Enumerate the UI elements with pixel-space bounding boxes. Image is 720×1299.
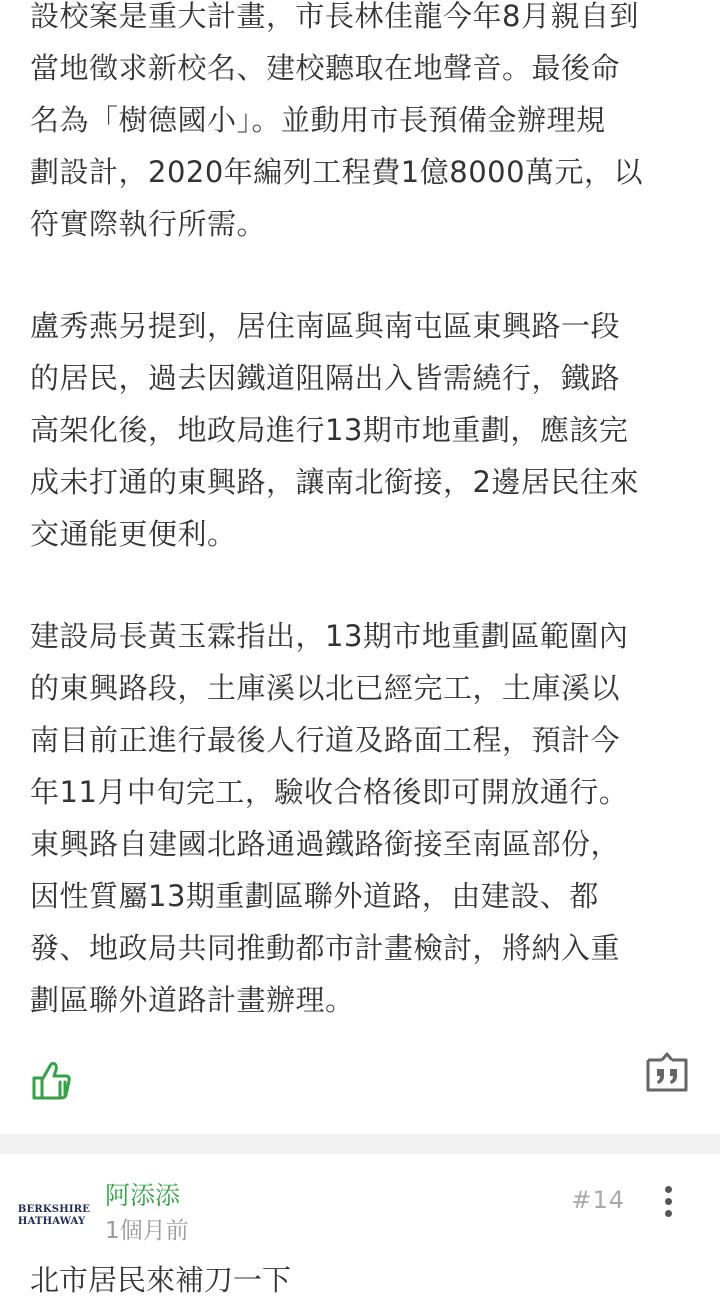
post-paragraph-1: 設校案是重大計畫，市長林佳龍今年8月親自到 當地徵求新校名、建校聽取在地聲音。最後命 名為「樹德國小」。並動用市長預備金辦理規 劃設計，2020年編列工程費1億8000萬元，以 符實際執行所需。	[30, 0, 644, 241]
avatar-logo: BERKSHIRE HATHAWAY	[17, 1204, 91, 1227]
comment-item	[0, 1154, 720, 1297]
comment-time: 1個月前	[105, 1218, 189, 1244]
comment-text: 北市居民來補刀一下	[30, 1263, 292, 1297]
comment-author[interactable]: 阿添添	[105, 1181, 181, 1210]
more-vertical-icon	[665, 1186, 672, 1193]
post-body	[30, 0, 695, 1076]
avatar[interactable]	[17, 1184, 91, 1248]
quote-reply-button[interactable]	[644, 1052, 690, 1098]
section-divider	[0, 1134, 720, 1154]
post-actions-bar	[0, 1040, 720, 1130]
post-paragraph-3: 建設局長黃玉霖指出，13期市地重劃區範圍內 的東興路段，土庫溪以北已經完工，土庫溪以 南目前正進行最後人行道及路面工程，預計今 年11月中旬完工，驗收合格後即可開放通行。 東興路自建國北路通過鐵路銜接至南區部份， 因性質屬13期重劃區聯外道路，由建設、都 發、地政局共同推動都市計畫檢討，將納入重 劃區聯外道路計畫辦理。	[30, 619, 629, 1017]
post-paragraph-2: 盧秀燕另提到，居住南區與南屯區東興路一段 的居民，過去因鐵道阻隔出入皆需繞行，鐵路 高架化後，地政局進行13期市地重劃，應該完 成未打通的東興路，讓南北銜接，2邊居民往來 交通能更便利。	[30, 309, 639, 551]
thumbs-up-icon	[30, 1058, 74, 1102]
more-options-button[interactable]	[662, 1186, 674, 1220]
quote-icon	[644, 1052, 690, 1098]
comment-floor-number: #14	[571, 1186, 625, 1214]
like-button[interactable]	[30, 1058, 74, 1102]
